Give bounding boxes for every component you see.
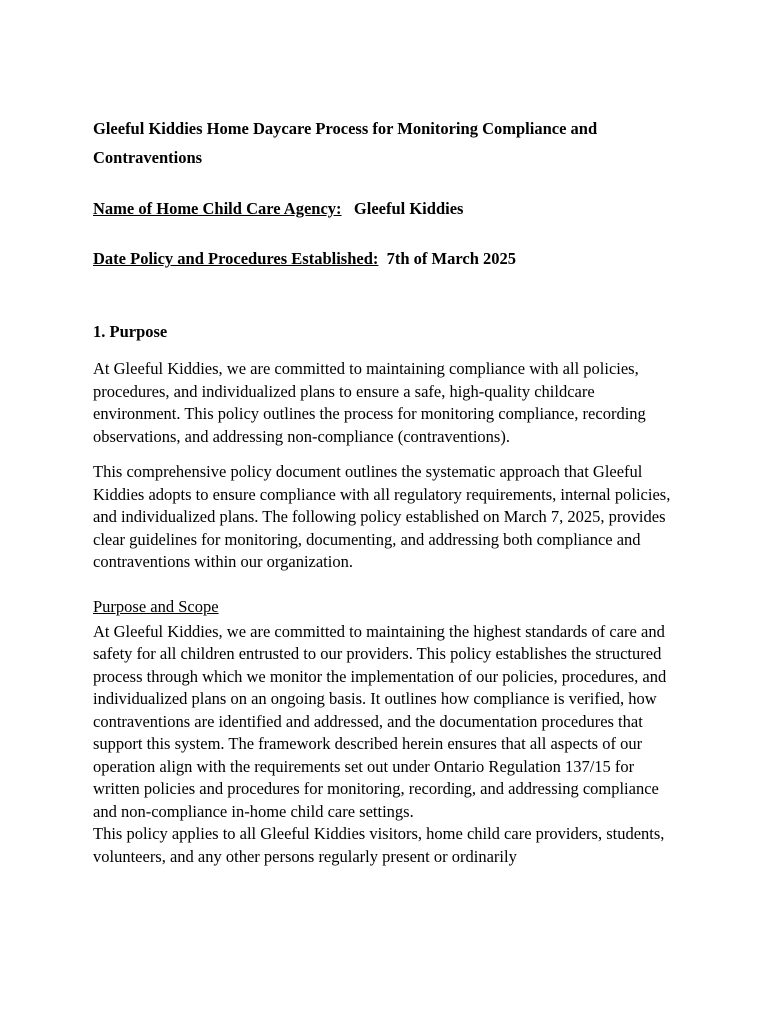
scope-paragraph-1: At Gleeful Kiddies, we are committed to maintaining the highest standards of care and safety for all children entrusted to our providers. This policy establishes the structured process through which we monitor the implementation of our policies, procedures, and individualized plans on an ongoing basis. It outlines how compliance is verified, how contraventions are identified and addressed, and the documentation procedures that support this system. The framework described herein ensures that all aspects of our operation align with the requirements set out under Ontario Regulation 137/15 for written policies and procedures for monitoring, recording, and addressing compliance and non-compliance in-home child care settings.: [93, 621, 667, 821]
document-page: [93, 114, 683, 868]
subheading-purpose-scope: Purpose and Scope: [93, 596, 219, 616]
date-value: 7th of March 2025: [386, 249, 517, 268]
date-line: [93, 248, 683, 270]
scope-paragraph-2: This policy applies to all Gleeful Kiddies visitors, home child care providers, students, volunteers, and any other persons regularly present or ordinarily: [93, 824, 665, 866]
agency-value: Gleeful Kiddies: [353, 199, 464, 218]
document-title: Gleeful Kiddies Home Daycare Process for Monitoring Compliance and Contraventions: [93, 119, 598, 167]
date-label: Date Policy and Procedures Established:: [93, 249, 379, 268]
purpose-paragraph-2: This comprehensive policy document outlines the systematic approach that Gleeful Kiddies adopts to ensure compliance with all regulatory requirements, internal policies, and individualized plans. The following policy established on March 7, 2025, provides clear guidelines for monitoring, documenting, and addressing both compliance and contraventions within our organization.: [93, 462, 671, 571]
agency-line: [93, 198, 683, 220]
purpose-paragraph-1: At Gleeful Kiddies, we are committed to maintaining compliance with all policies, procedures, and individualized plans to ensure a safe, high-quality childcare environment. This policy outlines the process for monitoring compliance, recording observations, and addressing non-compliance (contraventions).: [93, 359, 646, 446]
section-heading-purpose: 1. Purpose: [93, 322, 168, 341]
agency-label: Name of Home Child Care Agency:: [93, 199, 342, 218]
